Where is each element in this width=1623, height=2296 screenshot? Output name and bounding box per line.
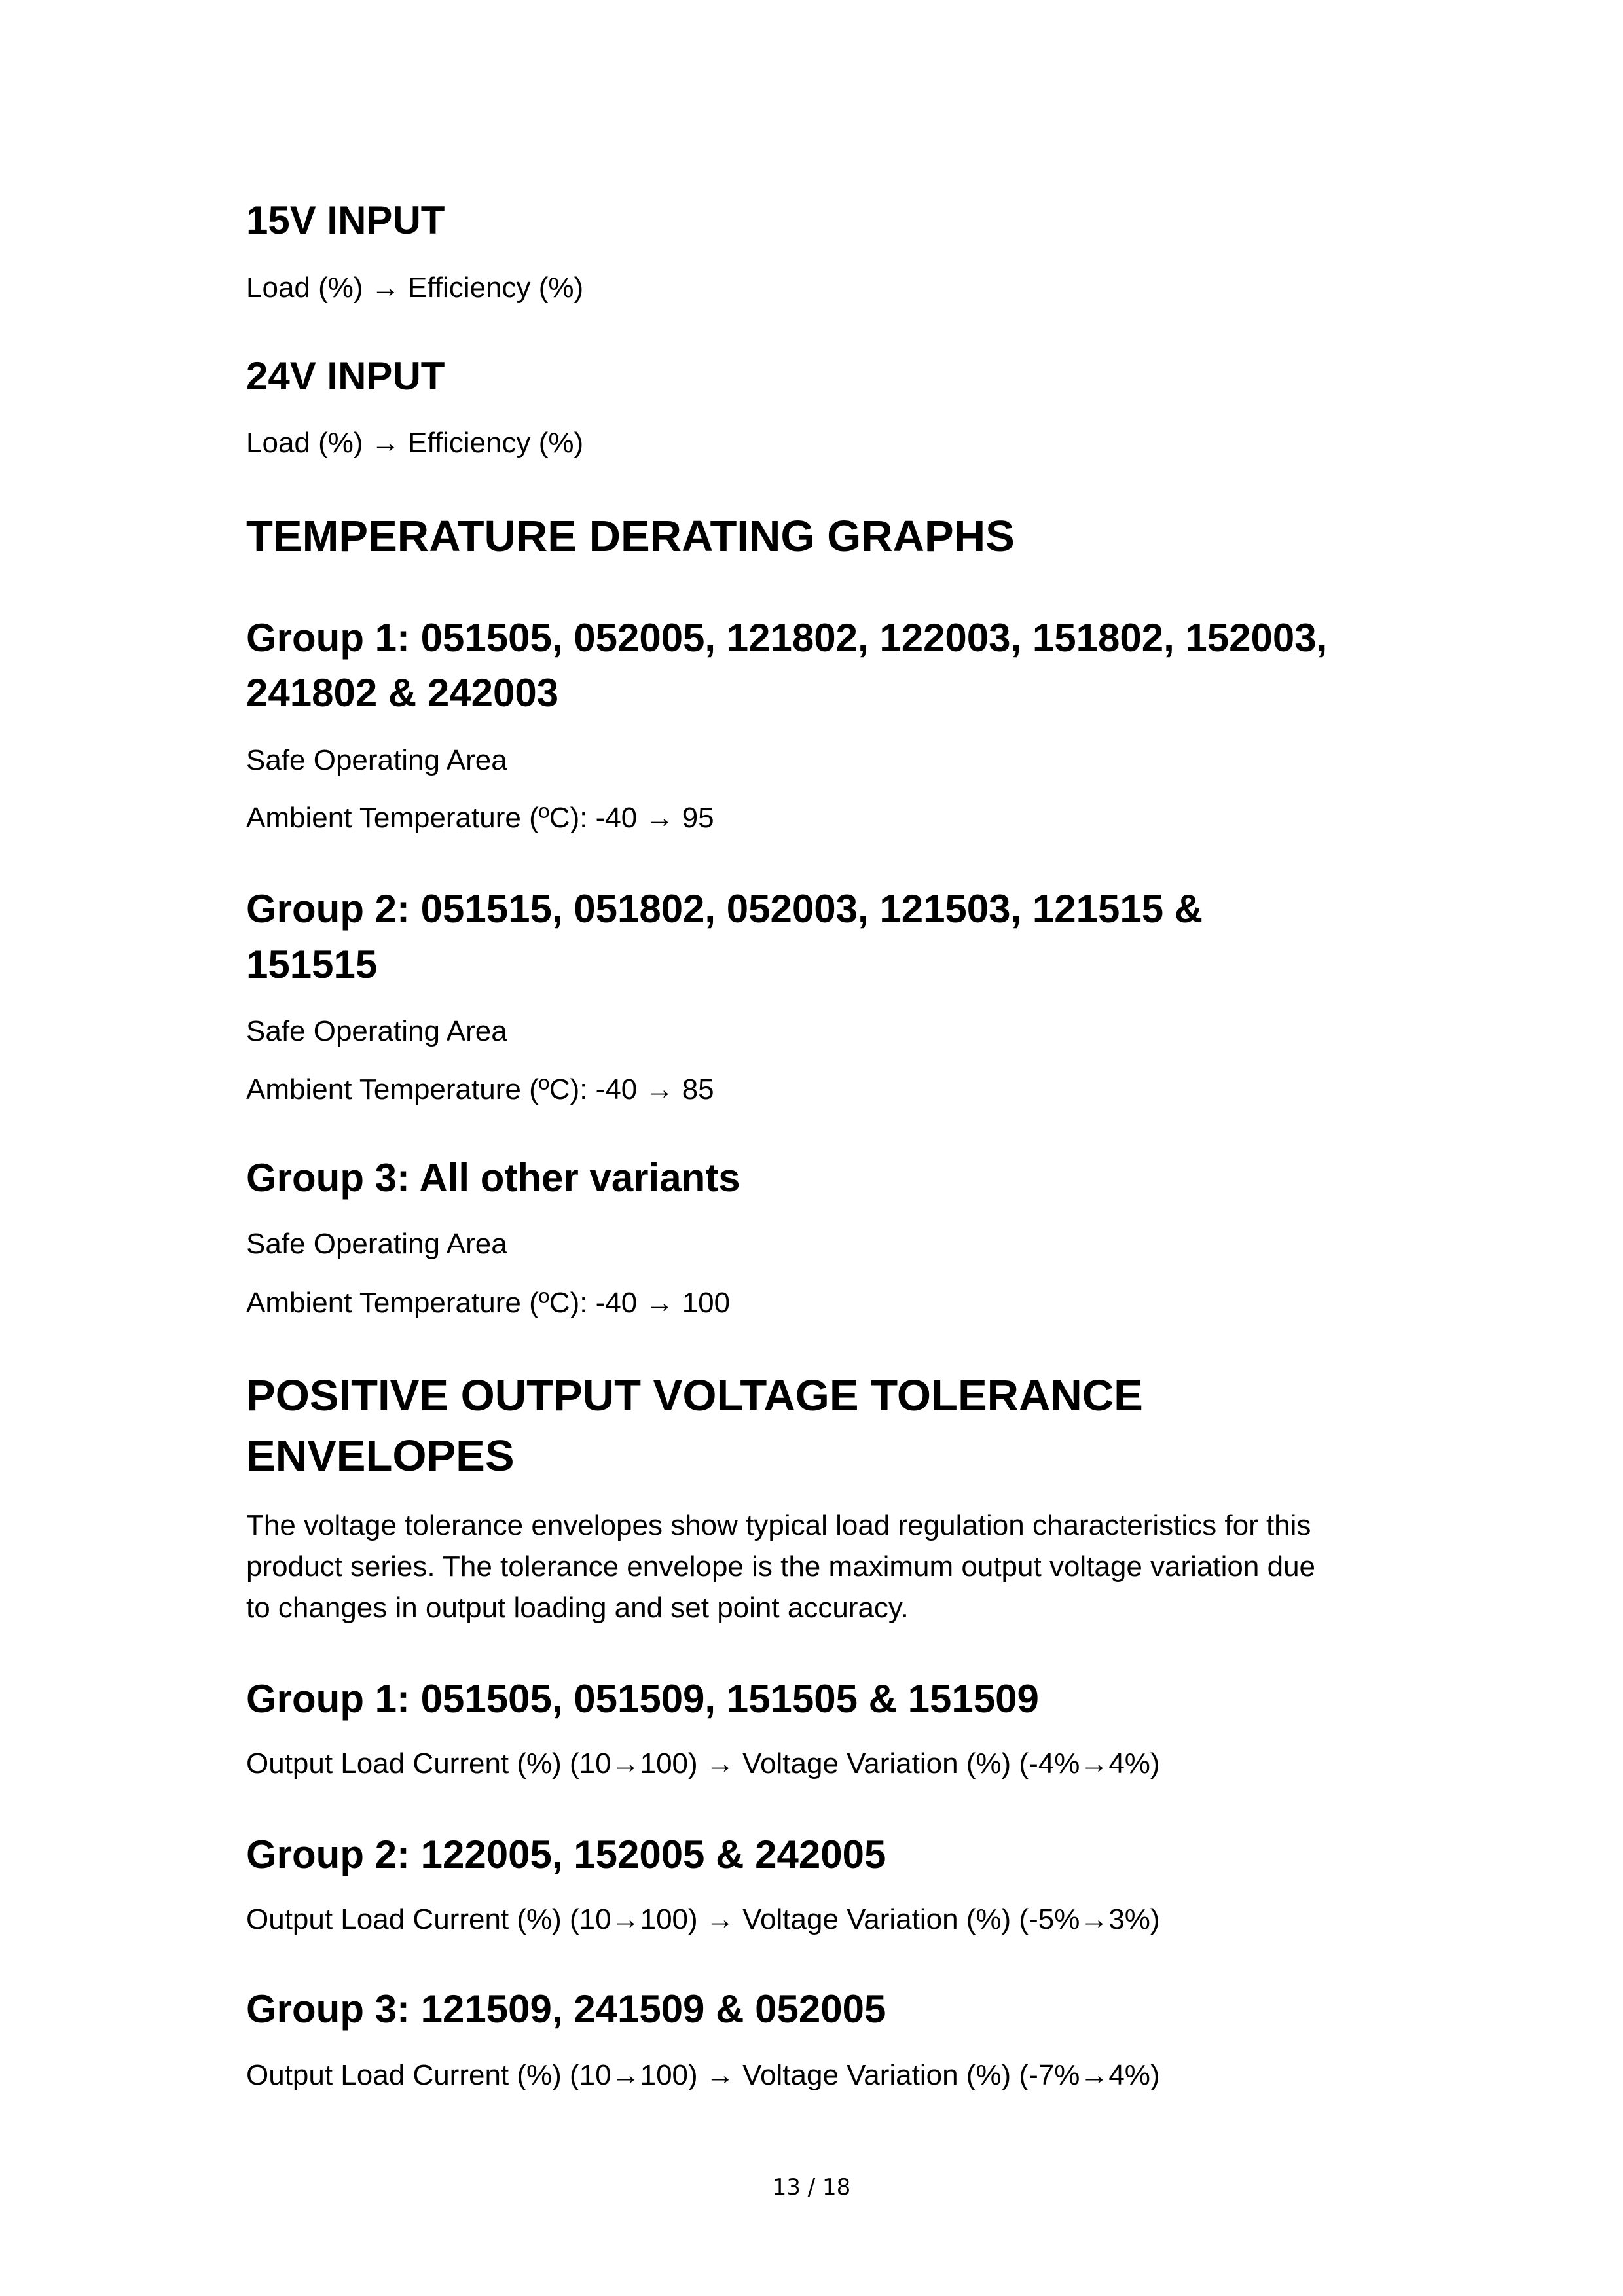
heading-24v-input: 24V INPUT (246, 354, 445, 398)
derating-group1-heading-line1: Group 1: 051505, 052005, 121802, 122003, 151802, 152003, (246, 616, 1328, 660)
derating-group2-axis: Ambient Temperature (ºC): -40 → 85 (246, 1073, 714, 1105)
derating-group1-heading-line2: 241802 & 242003 (246, 671, 559, 715)
heading-tolerance-line2: ENVELOPES (246, 1431, 515, 1480)
page-number: 13 / 18 (772, 2174, 851, 2200)
derating-group3-heading: Group 3: All other variants (246, 1156, 740, 1200)
heading-tolerance-line1: POSITIVE OUTPUT VOLTAGE TOLERANCE (246, 1371, 1143, 1420)
tolerance-paragraph-line1: The voltage tolerance envelopes show typical load regulation characteristics for this (246, 1509, 1311, 1541)
derating-group3-label: Safe Operating Area (246, 1228, 507, 1260)
heading-temperature-derating: TEMPERATURE DERATING GRAPHS (246, 512, 1015, 561)
tolerance-group1-caption: Output Load Current (%) (10→100) → Voltage Variation (%) (-4%→4%) (246, 1748, 1160, 1780)
derating-group2-heading-line1: Group 2: 051515, 051802, 052003, 121503, 121515 & (246, 887, 1203, 931)
derating-group3-axis: Ambient Temperature (ºC): -40 → 100 (246, 1287, 731, 1319)
derating-group1-axis: Ambient Temperature (ºC): -40 → 95 (246, 802, 714, 834)
derating-group2-heading-line2: 151515 (246, 942, 378, 986)
tolerance-group2-heading: Group 2: 122005, 152005 & 242005 (246, 1833, 886, 1876)
tolerance-group3-caption: Output Load Current (%) (10→100) → Voltage Variation (%) (-7%→4%) (246, 2059, 1160, 2091)
caption-15v-efficiency: Load (%) → Efficiency (%) (246, 272, 584, 304)
tolerance-group2-caption: Output Load Current (%) (10→100) → Voltage Variation (%) (-5%→3%) (246, 1903, 1160, 1935)
derating-group2-label: Safe Operating Area (246, 1015, 507, 1047)
heading-15v-input: 15V INPUT (246, 198, 445, 242)
derating-group1-label: Safe Operating Area (246, 744, 507, 776)
tolerance-paragraph-line2: product series. The tolerance envelope is the maximum output voltage variation due (246, 1551, 1316, 1583)
caption-24v-efficiency: Load (%) → Efficiency (%) (246, 427, 584, 459)
tolerance-group1-heading: Group 1: 051505, 051509, 151505 & 151509 (246, 1677, 1039, 1721)
tolerance-group3-heading: Group 3: 121509, 241509 & 052005 (246, 1987, 886, 2031)
tolerance-paragraph-line3: to changes in output loading and set point accuracy. (246, 1592, 909, 1624)
